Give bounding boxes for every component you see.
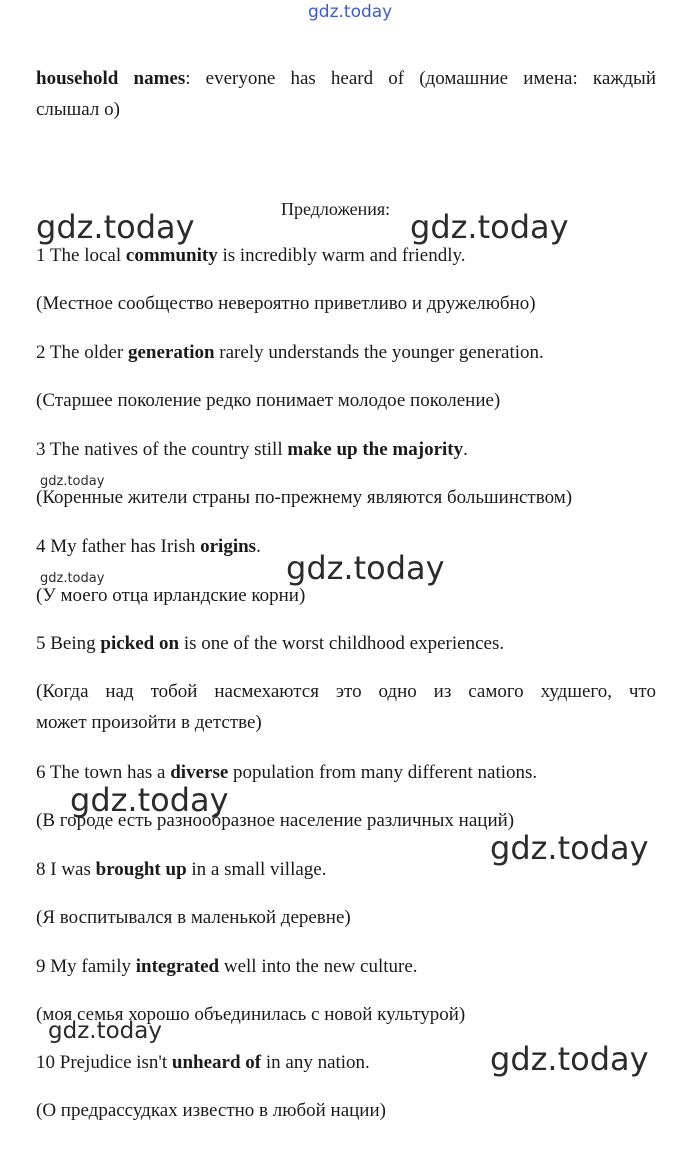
- sentence-4: 4 My father has Irish origins.: [36, 536, 261, 557]
- translation-2: (Старшее поколение редко понимает молодое поколение): [36, 390, 501, 411]
- sentence-5: 5 Being picked on is one of the worst childhood experiences.: [36, 633, 505, 654]
- definition-line-1: [36, 68, 656, 90]
- watermark: gdz.today: [70, 781, 229, 819]
- translation-9: (моя семья хорошо объединилась с новой культурой): [36, 1004, 466, 1025]
- translation-5-line-2: может произойти в детстве): [36, 712, 262, 733]
- sentence-2: 2 The older generation rarely understands the younger generation.: [36, 342, 544, 363]
- translation-1: (Местное сообщество невероятно приветливо и дружелюбно): [36, 293, 536, 314]
- translation-4: (У моего отца ирландские корни): [36, 585, 306, 606]
- translation-6: (В городе есть разнообразное население различных наций): [36, 810, 515, 831]
- sentence-8: 8 I was brought up in a small village.: [36, 859, 327, 880]
- sentence-3: 3 The natives of the country still make up the majority.: [36, 439, 468, 460]
- watermark: gdz.today: [40, 474, 105, 489]
- translation-10: (О предрассудках известно в любой нации): [36, 1100, 386, 1121]
- watermark: gdz.today: [286, 549, 445, 587]
- definition-line-2: слышал о): [36, 99, 120, 120]
- sentence-10: 10 Prejudice isn't unheard of in any nation.: [36, 1052, 370, 1073]
- watermark: gdz.today: [40, 571, 105, 586]
- watermark: gdz.today: [36, 208, 195, 246]
- watermark: gdz.today: [410, 208, 569, 246]
- section-title: Предложения:: [281, 199, 391, 219]
- watermark: gdz.today: [490, 829, 649, 867]
- watermark: gdz.today: [490, 1040, 649, 1078]
- sentence-6: 6 The town has a diverse population from many different nations.: [36, 762, 538, 783]
- definition-term: household names: [36, 68, 186, 89]
- sentence-9: 9 My family integrated well into the new culture.: [36, 956, 418, 977]
- translation-3: (Коренные жители страны по-прежнему являются большинством): [36, 487, 573, 508]
- watermark: gdz.today: [48, 1018, 162, 1044]
- header-watermark: gdz.today: [308, 2, 393, 22]
- sentence-1: 1 The local community is incredibly warm and friendly.: [36, 245, 466, 266]
- definition-text: : everyone has heard of (домашние имена: каждый: [185, 68, 656, 89]
- translation-8: (Я воспитывался в маленькой деревне): [36, 907, 351, 928]
- translation-5-line-1: (Когда над тобой насмехаются это одно из самого худшего, что: [36, 681, 656, 702]
